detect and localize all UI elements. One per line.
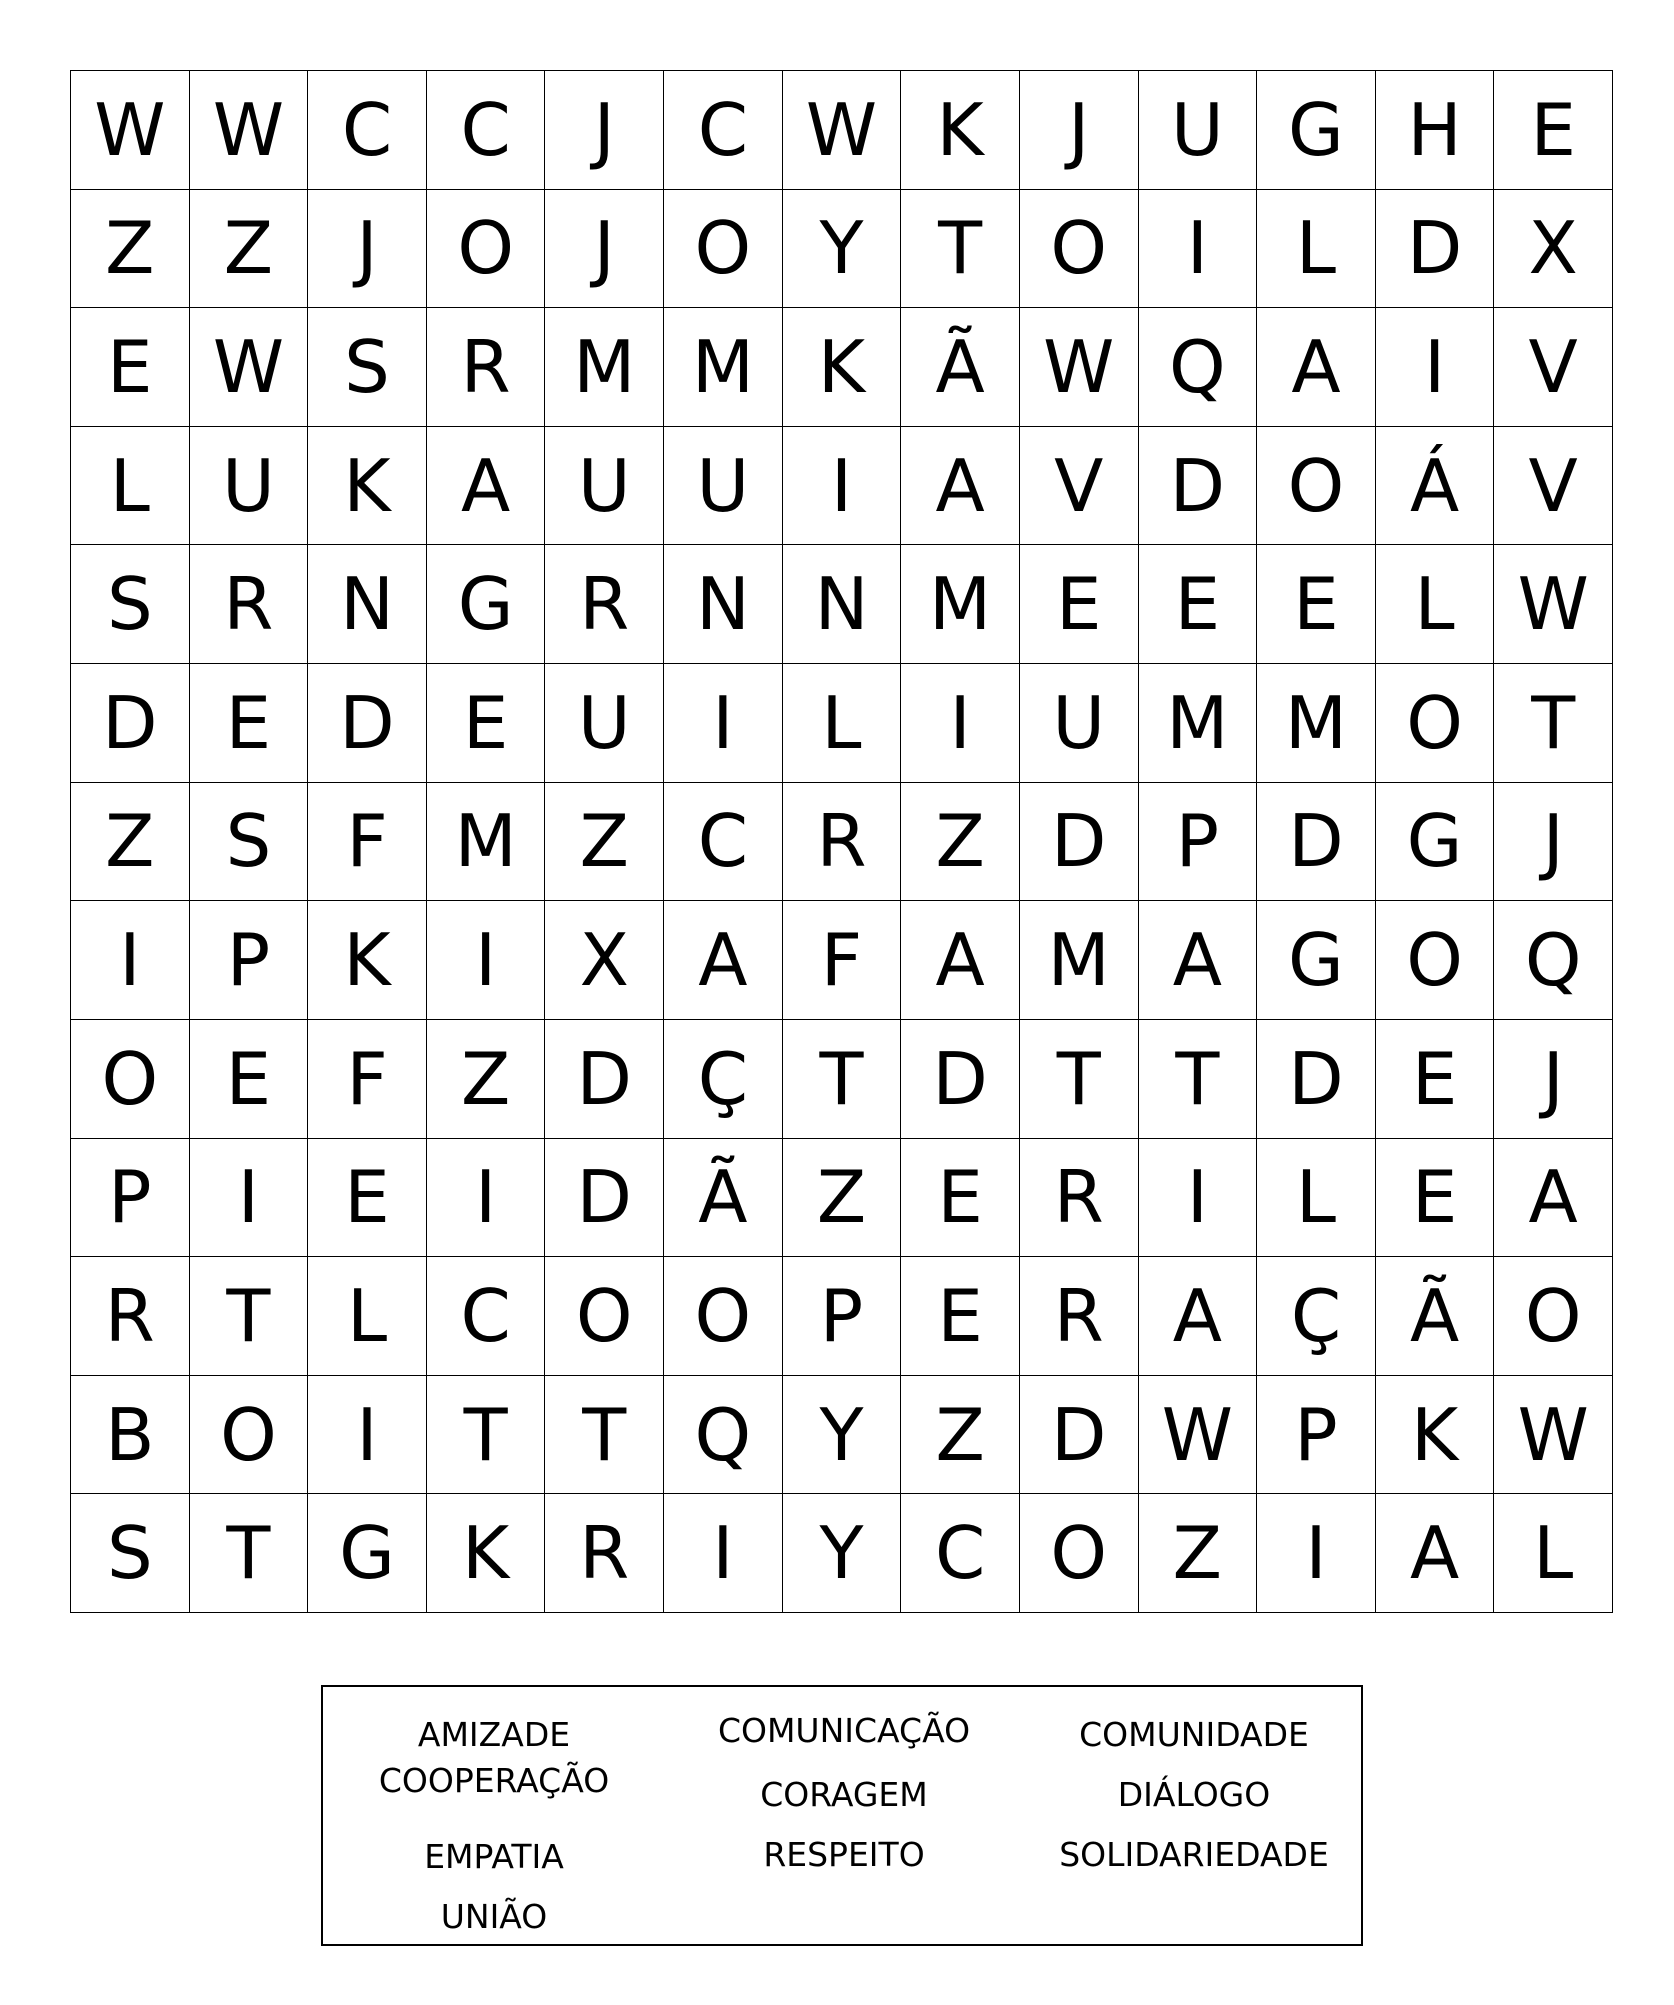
grid-cell: M — [1139, 664, 1258, 783]
grid-cell: Q — [1494, 901, 1613, 1020]
grid-cell: R — [71, 1257, 190, 1376]
word-list-item: COOPERAÇÃO — [378, 1761, 610, 1800]
grid-cell: E — [1376, 1139, 1495, 1258]
grid-cell: D — [545, 1139, 664, 1258]
grid-cell: O — [1020, 1494, 1139, 1613]
grid-cell: Ã — [1376, 1257, 1495, 1376]
grid-cell: T — [1139, 1020, 1258, 1139]
grid-cell: F — [308, 1020, 427, 1139]
grid-cell: X — [545, 901, 664, 1020]
grid-cell: T — [1494, 664, 1613, 783]
grid-cell: S — [190, 783, 309, 902]
grid-cell: L — [71, 427, 190, 546]
grid-cell: Z — [427, 1020, 546, 1139]
grid-cell: W — [1494, 545, 1613, 664]
grid-cell: E — [1257, 545, 1376, 664]
grid-cell: Z — [545, 783, 664, 902]
grid-cell: C — [901, 1494, 1020, 1613]
grid-cell: I — [901, 664, 1020, 783]
grid-cell: R — [190, 545, 309, 664]
grid-cell: A — [901, 427, 1020, 546]
grid-cell: V — [1494, 308, 1613, 427]
grid-cell: A — [1376, 1494, 1495, 1613]
grid-cell: P — [71, 1139, 190, 1258]
grid-cell: I — [427, 901, 546, 1020]
grid-cell: Z — [783, 1139, 902, 1258]
grid-cell: I — [71, 901, 190, 1020]
grid-cell: U — [1139, 71, 1258, 190]
grid-cell: D — [545, 1020, 664, 1139]
grid-cell: V — [1020, 427, 1139, 546]
grid-cell: O — [427, 190, 546, 309]
grid-cell: P — [783, 1257, 902, 1376]
grid-cell: W — [1020, 308, 1139, 427]
grid-cell: L — [783, 664, 902, 783]
grid-cell: O — [664, 1257, 783, 1376]
grid-cell: S — [71, 1494, 190, 1613]
word-list-box — [321, 1685, 1363, 1946]
grid-cell: P — [1139, 783, 1258, 902]
grid-cell: Z — [1139, 1494, 1258, 1613]
grid-cell: M — [1020, 901, 1139, 1020]
grid-cell: Y — [783, 1376, 902, 1495]
grid-cell: M — [664, 308, 783, 427]
grid-cell: U — [545, 427, 664, 546]
word-list-item: RESPEITO — [763, 1835, 925, 1874]
grid-cell: W — [783, 71, 902, 190]
grid-cell: L — [308, 1257, 427, 1376]
grid-cell: C — [427, 71, 546, 190]
grid-cell: L — [1376, 545, 1495, 664]
word-list-item: AMIZADE — [417, 1715, 571, 1754]
grid-cell: A — [1257, 308, 1376, 427]
grid-cell: A — [1139, 1257, 1258, 1376]
grid-cell: O — [1494, 1257, 1613, 1376]
grid-cell: Z — [901, 1376, 1020, 1495]
grid-cell: E — [1376, 1020, 1495, 1139]
grid-cell: I — [308, 1376, 427, 1495]
word-list-item: UNIÃO — [440, 1897, 548, 1936]
grid-cell: L — [1257, 190, 1376, 309]
grid-cell: I — [190, 1139, 309, 1258]
grid-cell: M — [901, 545, 1020, 664]
grid-cell: E — [901, 1139, 1020, 1258]
grid-cell: K — [1376, 1376, 1495, 1495]
grid-cell: R — [1020, 1139, 1139, 1258]
grid-cell: U — [664, 427, 783, 546]
grid-cell: C — [664, 783, 783, 902]
grid-cell: N — [308, 545, 427, 664]
word-list-item: DIÁLOGO — [1117, 1775, 1271, 1814]
grid-cell: I — [664, 1494, 783, 1613]
grid-cell: Á — [1376, 427, 1495, 546]
grid-cell: E — [427, 664, 546, 783]
grid-cell: W — [190, 308, 309, 427]
grid-cell: Ã — [901, 308, 1020, 427]
grid-cell: R — [427, 308, 546, 427]
grid-cell: O — [664, 190, 783, 309]
grid-cell: Q — [1139, 308, 1258, 427]
grid-cell: D — [1376, 190, 1495, 309]
grid-cell: T — [190, 1257, 309, 1376]
grid-cell: G — [1257, 901, 1376, 1020]
grid-cell: O — [1257, 427, 1376, 546]
grid-cell: O — [1376, 664, 1495, 783]
grid-cell: I — [1376, 308, 1495, 427]
grid-cell: O — [545, 1257, 664, 1376]
grid-cell: T — [545, 1376, 664, 1495]
grid-cell: D — [1020, 783, 1139, 902]
grid-cell: E — [1494, 71, 1613, 190]
word-list-item: CORAGEM — [760, 1775, 928, 1814]
grid-cell: L — [1257, 1139, 1376, 1258]
grid-cell: C — [664, 71, 783, 190]
grid-cell: Ç — [664, 1020, 783, 1139]
grid-cell: A — [901, 901, 1020, 1020]
grid-cell: T — [901, 190, 1020, 309]
grid-cell: D — [1257, 783, 1376, 902]
grid-cell: G — [1376, 783, 1495, 902]
grid-cell: J — [308, 190, 427, 309]
grid-cell: D — [71, 664, 190, 783]
grid-cell: Z — [71, 190, 190, 309]
grid-cell: Ã — [664, 1139, 783, 1258]
grid-cell: R — [1020, 1257, 1139, 1376]
grid-cell: E — [1139, 545, 1258, 664]
grid-cell: I — [427, 1139, 546, 1258]
grid-cell: H — [1376, 71, 1495, 190]
grid-cell: R — [545, 1494, 664, 1613]
grid-cell: I — [664, 664, 783, 783]
grid-cell: S — [71, 545, 190, 664]
grid-cell: K — [308, 901, 427, 1020]
grid-cell: B — [71, 1376, 190, 1495]
grid-cell: D — [1020, 1376, 1139, 1495]
grid-cell: P — [190, 901, 309, 1020]
grid-cell: I — [1257, 1494, 1376, 1613]
grid-cell: E — [1020, 545, 1139, 664]
grid-cell: O — [190, 1376, 309, 1495]
grid-cell: Y — [783, 1494, 902, 1613]
word-list-item: COMUNICAÇÃO — [717, 1711, 971, 1750]
grid-cell: R — [783, 783, 902, 902]
grid-cell: F — [308, 783, 427, 902]
grid-cell: N — [664, 545, 783, 664]
grid-cell: G — [308, 1494, 427, 1613]
grid-cell: N — [783, 545, 902, 664]
grid-cell: C — [308, 71, 427, 190]
grid-cell: P — [1257, 1376, 1376, 1495]
grid-cell: X — [1494, 190, 1613, 309]
letter-grid — [70, 70, 1613, 1613]
grid-cell: D — [1139, 427, 1258, 546]
grid-cell: Q — [664, 1376, 783, 1495]
grid-cell: C — [427, 1257, 546, 1376]
grid-cell: Ç — [1257, 1257, 1376, 1376]
grid-cell: A — [427, 427, 546, 546]
grid-cell: J — [1020, 71, 1139, 190]
grid-cell: Y — [783, 190, 902, 309]
grid-cell: T — [190, 1494, 309, 1613]
grid-cell: D — [1257, 1020, 1376, 1139]
grid-cell: J — [545, 190, 664, 309]
grid-cell: O — [1376, 901, 1495, 1020]
grid-cell: T — [427, 1376, 546, 1495]
grid-cell: E — [190, 664, 309, 783]
grid-cell: E — [308, 1139, 427, 1258]
grid-cell: E — [71, 308, 190, 427]
grid-cell: O — [1020, 190, 1139, 309]
grid-cell: A — [664, 901, 783, 1020]
grid-cell: W — [71, 71, 190, 190]
grid-cell: U — [1020, 664, 1139, 783]
grid-cell: M — [1257, 664, 1376, 783]
grid-cell: R — [545, 545, 664, 664]
grid-cell: O — [71, 1020, 190, 1139]
grid-cell: Z — [190, 190, 309, 309]
grid-cell: Z — [71, 783, 190, 902]
grid-cell: A — [1494, 1139, 1613, 1258]
word-list-item: SOLIDARIEDADE — [1059, 1835, 1329, 1874]
grid-cell: A — [1139, 901, 1258, 1020]
grid-cell: W — [190, 71, 309, 190]
grid-cell: J — [545, 71, 664, 190]
grid-cell: G — [1257, 71, 1376, 190]
grid-cell: D — [308, 664, 427, 783]
grid-cell: W — [1494, 1376, 1613, 1495]
grid-cell: E — [901, 1257, 1020, 1376]
grid-cell: J — [1494, 783, 1613, 902]
grid-cell: U — [190, 427, 309, 546]
grid-cell: V — [1494, 427, 1613, 546]
word-list-item: EMPATIA — [424, 1837, 564, 1876]
grid-cell: Z — [901, 783, 1020, 902]
grid-cell: I — [1139, 1139, 1258, 1258]
grid-cell: S — [308, 308, 427, 427]
grid-cell: G — [427, 545, 546, 664]
grid-cell: K — [308, 427, 427, 546]
grid-cell: M — [545, 308, 664, 427]
grid-cell: K — [901, 71, 1020, 190]
word-list-item: COMUNIDADE — [1079, 1715, 1309, 1754]
grid-cell: U — [545, 664, 664, 783]
grid-cell: F — [783, 901, 902, 1020]
grid-cell: T — [1020, 1020, 1139, 1139]
grid-cell: I — [1139, 190, 1258, 309]
grid-cell: K — [783, 308, 902, 427]
grid-cell: M — [427, 783, 546, 902]
grid-cell: K — [427, 1494, 546, 1613]
grid-cell: I — [783, 427, 902, 546]
grid-cell: D — [901, 1020, 1020, 1139]
grid-cell: L — [1494, 1494, 1613, 1613]
grid-cell: J — [1494, 1020, 1613, 1139]
grid-cell: W — [1139, 1376, 1258, 1495]
grid-cell: T — [783, 1020, 902, 1139]
grid-cell: E — [190, 1020, 309, 1139]
